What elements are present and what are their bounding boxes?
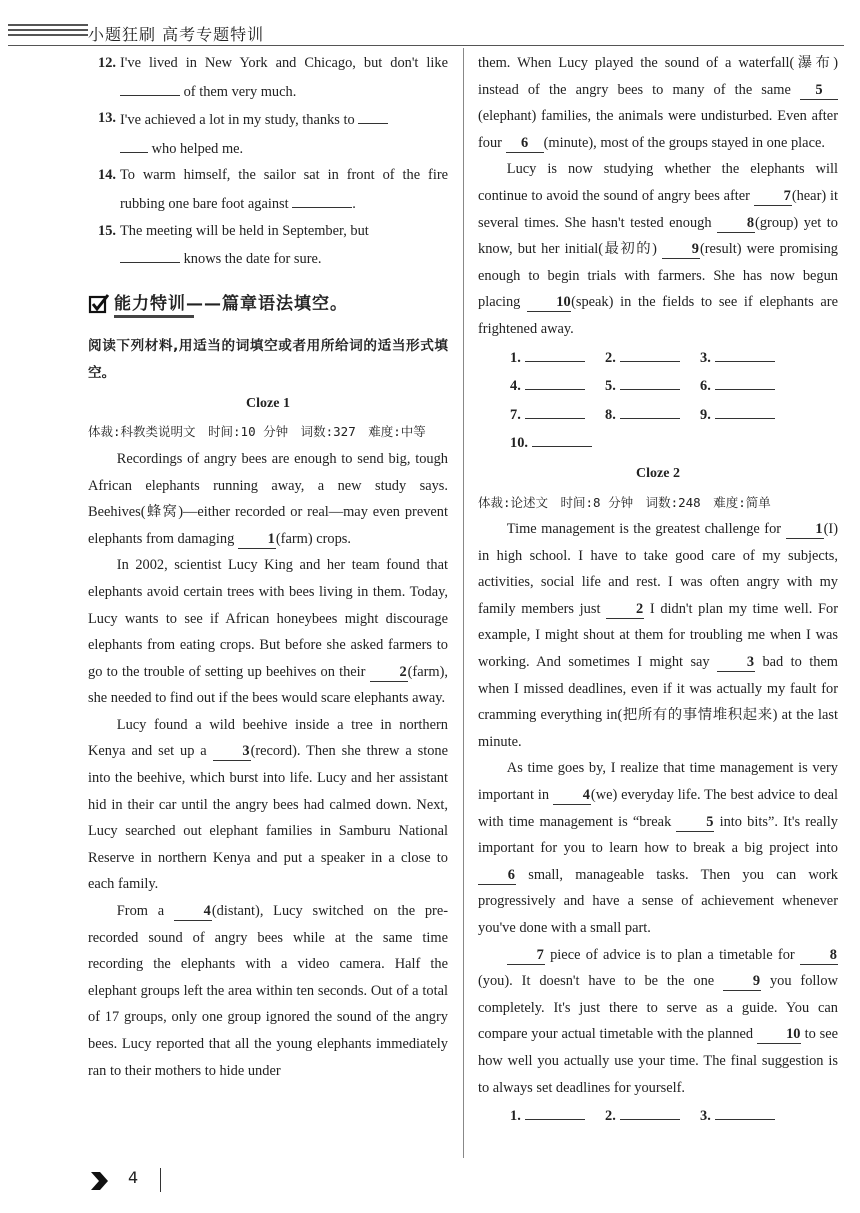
paragraph: them. When Lucy played the sound of a waterfall(瀑布) instead of the angry bees to many of the same 5(elephant) families, the animals were undisturbed. Even after four 6 (minute), most of the groups stayed in one place. (478, 55, 838, 151)
blank-2[interactable]: 2 (370, 663, 408, 682)
paragraph: In 2002, scientist Lucy King and her team found that elephants avoid certain trees with bees living in them. Today, Lucy wants to see if African honeybees might discourage elephants from eating crops. But before she asked farmers to go to the trouble of setting up beehives on their 2(farm), she needed to find out if the bees would scare elephants away. (88, 557, 448, 707)
header-title: 小题狂刷 高考专题特训 (88, 25, 265, 44)
header-rule (8, 45, 844, 46)
paragraph: 7 piece of advice is to plan a timetable for 8(you). It doesn't have to be the one 9 you follow completely. It's just there to serve as a guide. You can compare your actual timetable with the planned 10 to see how well you actually use your time. The final suggestion is to always set deadlines for yourself. (478, 946, 838, 1096)
footer-divider (160, 1168, 161, 1192)
checkbox-check-icon (88, 293, 110, 315)
answer-slot[interactable]: 2. (605, 1101, 700, 1130)
blank-5[interactable]: 5 (676, 813, 714, 832)
section-title: 能力特训——篇章语法填空。 (88, 291, 448, 321)
blank-4[interactable]: 4 (553, 786, 591, 805)
paragraph: Lucy found a wild beehive inside a tree in northern Kenya and set up a 3(record). Then she threw a stone into the beehive, which burst into life. Lucy and her assistant hid in their car until the angry bees had calmed down. Next, Lucy searched out elephant families in Samburu National Reserve in northern Kenya and put a speaker in a close to each family. (88, 716, 448, 893)
answer-slot[interactable]: 1. (510, 343, 605, 372)
left-column (88, 50, 448, 1084)
cloze-title: Cloze 2 (636, 465, 680, 481)
answer-slot[interactable]: 2. (605, 343, 700, 372)
cloze-title: Cloze 1 (246, 395, 290, 411)
answer-blank[interactable] (120, 77, 180, 96)
answer-blank[interactable] (292, 189, 352, 208)
blank-3[interactable]: 3 (213, 742, 251, 761)
header-decor-lines (8, 24, 88, 39)
right-column (478, 50, 838, 1130)
blank-7[interactable]: 7 (507, 946, 545, 965)
chevron-right-icon (88, 1170, 110, 1192)
blank-5[interactable]: 5 (800, 81, 838, 100)
blank-2[interactable]: 2 (606, 600, 644, 619)
page-number: 4 (128, 1168, 139, 1187)
exercise-item: 15. The meeting will be held in September, but knows the date for sure. (98, 222, 369, 268)
answer-slot[interactable]: 10. (510, 428, 605, 457)
exercise-item: 14. To warm himself, the sailor sat in front of the fire rubbing one bare foot against . (98, 167, 448, 212)
answer-slot[interactable]: 9. (700, 400, 795, 429)
paragraph: Recordings of angry bees are enough to send big, tough African elephants running away, a new study says. Beehives(蜂窝)—either recorded or real—may even prevent elephants from damaging 1(farm) crops. (88, 450, 448, 547)
answer-grid-2 (478, 1101, 838, 1130)
answer-slot[interactable]: 1. (510, 1101, 605, 1130)
exercise-item: 13. I've achieved a lot in my study, thanks to who helped me. (88, 105, 448, 162)
answer-blank[interactable] (120, 244, 180, 263)
exercise-item: 12. I've lived in New York and Chicago, but don't like of them very much. (98, 55, 448, 100)
answer-blank[interactable] (358, 105, 388, 124)
paragraph: Time management is the greatest challenge for 1(I) in high school. I have to take good care of my subjects, activities, social life and rest. I was often angry with my family members just 2 I didn't plan my time well. For example, I might shout at them for troubling me when I was working. And sometimes I might say 3 bad to them when I missed deadlines, even if it was actually my fault for cramming everything in(把所有的事情堆积起来) at the last minute. (478, 521, 838, 750)
column-divider (463, 48, 464, 1158)
cloze-meta: 体裁:论述文 时间:8 分钟 词数:248 难度:简单 (478, 494, 771, 510)
answer-slot[interactable]: 3. (700, 343, 795, 372)
blank-7[interactable]: 7 (754, 187, 792, 206)
blank-10[interactable]: 10 (757, 1025, 801, 1044)
blank-1[interactable]: 1 (786, 520, 824, 539)
paragraph: Lucy is now studying whether the elephants will continue to avoid the sound of angry bees after 7(hear) it several times. She hasn't tested enough 8(group) yet to know, but her initial(最初的) 9(result) were promising enough to begin trials with farmers. She has now begun placing 10(speak) in the fields to see if elephants are frightened away. (478, 161, 838, 337)
blank-1[interactable]: 1 (238, 530, 276, 549)
blank-10[interactable]: 10 (527, 293, 571, 312)
page-header (0, 14, 860, 48)
answer-slot[interactable]: 7. (510, 400, 605, 429)
blank-3[interactable]: 3 (717, 653, 755, 672)
instruction-text: 阅读下列材料,用适当的词填空或者用所给词的适当形式填空。 (88, 337, 448, 381)
blank-6[interactable]: 6 (478, 866, 516, 885)
answer-slot[interactable]: 4. (510, 371, 605, 400)
answer-slot[interactable]: 6. (700, 371, 795, 400)
blank-6[interactable]: 6 (506, 134, 544, 153)
answer-slot[interactable]: 8. (605, 400, 700, 429)
blank-9[interactable]: 9 (723, 972, 761, 991)
blank-4[interactable]: 4 (174, 902, 212, 921)
blank-9[interactable]: 9 (662, 240, 700, 259)
paragraph: From a 4(distant), Lucy switched on the pre-recorded sound of angry bees while at the same time recording the elephants with a video camera. Half the elephant groups left the area within ten seconds. Out of a total of 17 groups, only one group ignored the sound of the angry bees. Lucy reported that all the young elephants immediately ran to their mothers to hide under (88, 903, 449, 1079)
answer-slot[interactable]: 5. (605, 371, 700, 400)
answer-slot[interactable]: 3. (700, 1101, 795, 1130)
blank-8[interactable]: 8 (717, 214, 755, 233)
cloze-meta: 体裁:科教类说明文 时间:10 分钟 词数:327 难度:中等 (88, 424, 426, 440)
answer-grid-1 (478, 343, 838, 457)
paragraph: As time goes by, I realize that time management is very important in 4(we) everyday life. The best advice to deal with time management is “break 5 into bits”. It's really important for you to learn how to break a big project into 6 small, manageable tasks. Then you can work progressively and have a sense of achievement whenever you've done with a small part. (478, 760, 838, 936)
blank-8[interactable]: 8 (800, 946, 838, 965)
